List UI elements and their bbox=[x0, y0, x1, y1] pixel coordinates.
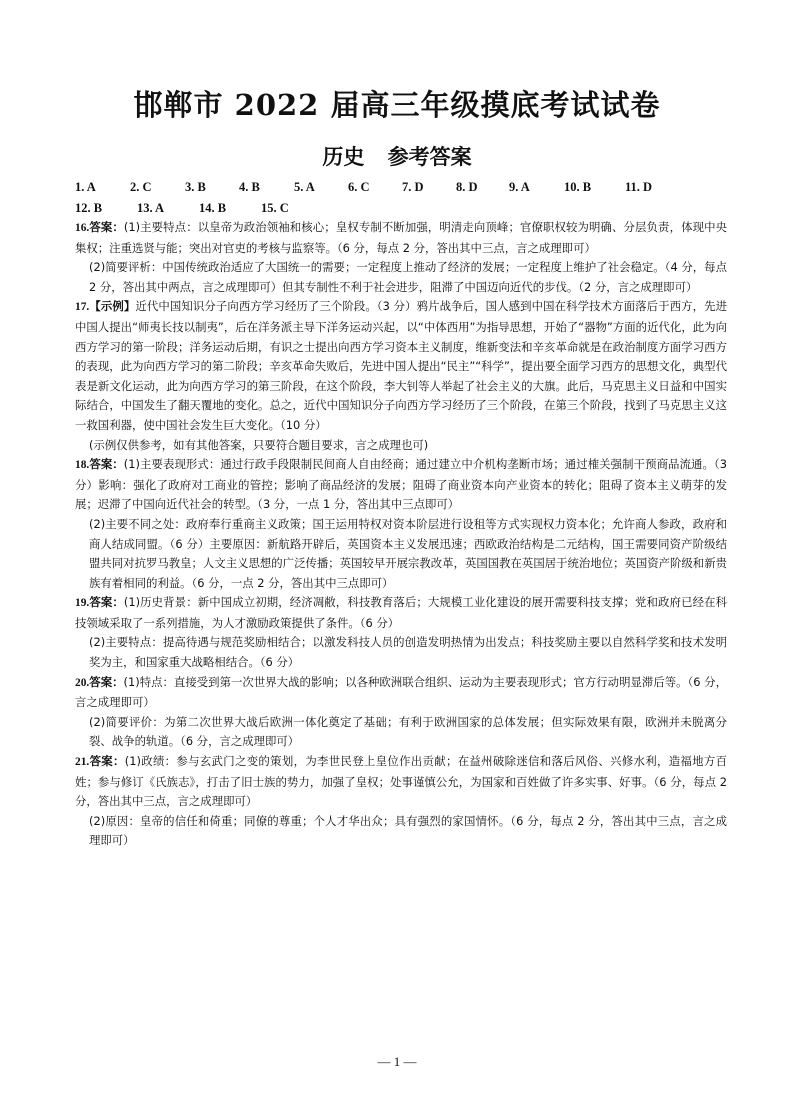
mc-answer: 3. B bbox=[185, 180, 206, 194]
mc-answer: 1. A bbox=[75, 180, 96, 194]
question-number: 20. bbox=[75, 676, 90, 689]
answer-part-2: (2)主要特点：提高待遇与规范奖励相结合；以激发科技人员的创造发明热情为出发点；科技奖励主要以自然科学奖和技术发明奖为主，和国家重大战略相结合。（6 分） bbox=[89, 635, 727, 670]
question-number: 18. bbox=[75, 459, 90, 472]
mc-answer: 8. D bbox=[456, 180, 478, 194]
answer-label: 答案： bbox=[89, 754, 125, 769]
question-number: 16. bbox=[75, 222, 90, 234]
answer-part-1: (1)政绩：参与玄武门之变的策划，为李世民登上皇位作出贡献；在益州破除迷信和落后风俗、兴修水利，造福地方百姓；参与修订《氏族志》，打击了旧士族的势力，加强了皇权；处事谨慎公允，为国家和百姓做了许多实事、好事。（6 分，每点 2 分，答出其中三点，言之成理即可） bbox=[75, 754, 727, 809]
mc-answer: 10. B bbox=[564, 180, 592, 194]
answer-part-2: (2)主要不同之处：政府奉行重商主义政策；国王运用特权对资本阶层进行设租等方式实现权力资本化；允许商人参政，政府和商人结成同盟。（6 分）主要原因：新航路开辟后，英国资本主义发展迅速；西欧政治结构是二元结构，国王需要同资产阶级结盟共同对抗罗马教皇；人文主义思想的广泛传播；英国较早开展宗教改革，英国国教在英国居于统治地位；英国资产阶级和新贵族有着相同的利益。（6 分，一点 2 分，答出其中三点即可） bbox=[89, 516, 727, 590]
answer-part-2: (2)简要评析：中国传统政治适应了大国统一的需要；一定程度上推动了经济的发展；一定程度上维护了社会稳定。（4 分，每点 2 分，答出其中两点，言之成理即可）但其专制性不利于社会进步，阻滞了中国迈向近代的步伐。（2 分，言之成理即可） bbox=[89, 260, 727, 294]
subject-label: 历史 bbox=[322, 144, 365, 169]
question-19 bbox=[75, 593, 727, 672]
mc-answer: 5. A bbox=[294, 180, 315, 194]
example-label: 【示例】 bbox=[89, 299, 136, 314]
mc-answer: 12. B bbox=[75, 201, 103, 215]
answer-part-2: (2)原因：皇帝的信任和倚重；同僚的尊重；个人才华出众；具有强烈的家国情怀。（6 分，每点 2 分，答出其中三点，言之成理即可） bbox=[89, 813, 727, 848]
mc-answer: 6. C bbox=[348, 180, 370, 194]
answer-content bbox=[75, 218, 727, 851]
answer-note: (示例仅供参考，如有其他答案，只要符合题目要求，言之成理也可) bbox=[89, 437, 429, 452]
page-subtitle bbox=[0, 144, 794, 170]
answer-part-1: (1)特点：直接受到第一次世界大战的影响；以各种欧洲联合组织、运动为主要表现形式；官方行动明显滞后等。（6 分，言之成理即可） bbox=[75, 674, 727, 710]
question-number: 17. bbox=[75, 301, 90, 314]
question-number: 21. bbox=[75, 756, 90, 769]
question-17 bbox=[75, 297, 727, 455]
mc-answer: 11. D bbox=[625, 180, 653, 194]
mc-answer: 15. C bbox=[261, 201, 289, 215]
mc-answer: 7. D bbox=[402, 180, 424, 194]
answer-label: 答案： bbox=[89, 595, 124, 610]
answer-part-1: (1)历史背景：新中国成立初期，经济凋敝，科技教育落后；大规模工业化建设的展开需要科技支撑；党和政府已经在科技领域采取了一系列措施，为人才激励政策提供了条件。（6 分） bbox=[75, 595, 727, 630]
answer-label: 答案： bbox=[89, 674, 124, 689]
answer-part-2: (2)简要评价：为第二次世界大战后欧洲一体化奠定了基础；有利于欧洲国家的总体发展；但实际效果有限，欧洲并未脱离分裂、战争的轨道。（6 分，言之成理即可） bbox=[89, 714, 727, 749]
question-18 bbox=[75, 455, 727, 593]
question-16 bbox=[75, 218, 727, 297]
answer-label: 答案： bbox=[89, 220, 124, 234]
question-20 bbox=[75, 673, 727, 752]
question-21 bbox=[75, 752, 727, 851]
mc-answer: 2. C bbox=[130, 180, 152, 194]
answer-part-1: (1)主要特点：以皇帝为政治领袖和核心；皇权专制不断加强，明清走向顶峰；官僚职权较为明确、分层负责，体现中央集权；注重选贤与能；突出对官吏的考核与监察等。（6 分，每点 2 分，答出其中三点，言之成理即可） bbox=[75, 220, 727, 255]
page-title: 邯郸市 2022 届高三年级摸底考试试卷 bbox=[133, 88, 661, 122]
answer-key-label: 参考答案 bbox=[387, 144, 472, 169]
answer-part-1: (1)主要表现形式：通过行政手段限制民间商人自由经商；通过建立中介机构垄断市场；通过榷关强制干预商品流通。（3 分）影响：强化了政府对工商业的管控；影响了商品经济的发展；阻碍了商业资本向产业资本的转化；阻碍了资本主义萌芽的发展；迟滞了中国向近代社会的转型。（3 分，一点 1 分，答出其中三点即可） bbox=[75, 457, 727, 512]
mc-answer: 9. A bbox=[509, 180, 530, 194]
answer-part-1: 近代中国知识分子向西方学习经历了三个阶段。（3 分）鸦片战争后，国人感到中国在科学技术方面落后于西方，先进中国人提出“师夷长技以制夷”，后在洋务派主导下洋务运动兴起，以“中体西用”为指导思想，开始了“器物”方面的近代化，此为向西方学习的第一阶段；洋务运动后期，有识之士提出向西方学习资本主义制度，维新变法和辛亥革命就是在政治制度方面学习西方的表现，此为向西方学习的第二阶段；辛亥革命失败后，先进中国人提出“民主”“科学”，提出要全面学习西方的思想文化，典型代表是新文化运动，此为向西方学习的第三阶段，在这个阶段，李大钊等人举起了社会主义的大旗。此后，马克思主义日益和中国实际结合，中国发生了翻天覆地的变化。总之，近代中国知识分子向西方学习经历了三个阶段，在第三个阶段，找到了马克思主义这一救国利器，使中国社会发生巨大变化。（10 分） bbox=[75, 299, 727, 432]
answer-label: 答案： bbox=[89, 457, 124, 472]
mc-answer: 13. A bbox=[137, 201, 165, 215]
mc-answer: 14. B bbox=[199, 201, 227, 215]
question-number: 19. bbox=[75, 597, 90, 610]
mc-answer: 4. B bbox=[239, 180, 260, 194]
page-number: — 1 — bbox=[377, 1054, 417, 1069]
